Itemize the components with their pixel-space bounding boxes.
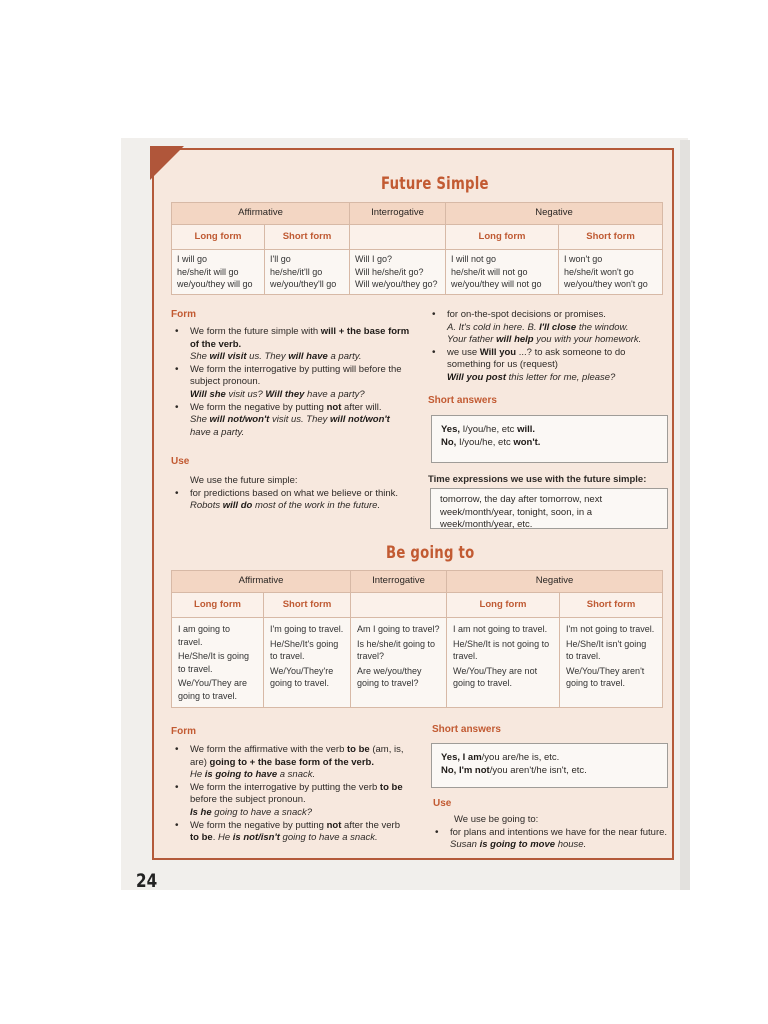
short-answer-text: won't. [513, 436, 541, 448]
short-answer-text: No, [441, 436, 457, 448]
cell-line: I will not go [451, 254, 497, 264]
example-sentence [450, 839, 586, 850]
example-text: A. It's cold in here. B. [447, 321, 540, 333]
time-expressions-title: Time expressions we use with the future simple: [428, 474, 647, 485]
short-answer-text: No, I'm not [441, 764, 490, 776]
example-sentence [447, 322, 665, 335]
use-text: for predictions based on what we believe or think. [190, 487, 399, 499]
future-simple-title: Future Simple [381, 174, 489, 194]
short-answer-text: Yes, I am [441, 752, 482, 763]
use-bullet [429, 309, 665, 347]
form-text: We form the future simple with [190, 326, 321, 337]
example-text: have a party? [304, 388, 365, 400]
cell-affirmative-long [172, 250, 265, 295]
subheader-short-form: Short form [559, 224, 663, 250]
subheader-empty [351, 592, 447, 618]
subheader-empty [350, 224, 446, 250]
form-title: Form [171, 726, 196, 737]
form-text: We form the interrogative by putting will before the subject pronoun. [190, 363, 402, 388]
example-text: is going to move [479, 839, 556, 851]
cell-line: I am going to travel. [178, 624, 231, 647]
subheader-short-form: Short form [560, 592, 663, 618]
use-intro: We use be going to: [454, 814, 539, 825]
example-text: most of the work in the future. [252, 500, 381, 512]
example-text: I'll close [539, 321, 577, 333]
form-text: . [212, 832, 218, 844]
future-simple-use-block [172, 475, 412, 513]
use-text: Will you [479, 346, 517, 358]
cell-line: he/she/it will go [177, 266, 239, 277]
cell-negative-short [560, 618, 663, 708]
form-text: to be [347, 744, 370, 755]
short-answer-line [441, 752, 658, 765]
future-simple-use-continued [429, 309, 665, 385]
header-affirmative: Affirmative [172, 571, 351, 593]
short-answer-text: /you are/he is, etc. [481, 752, 560, 763]
form-text: after the verb [341, 819, 401, 831]
example-sentence [218, 832, 378, 843]
cell-line: he/she/it'll go [270, 266, 323, 277]
example-text: Is he [190, 806, 212, 818]
example-text: a snack. [277, 769, 316, 781]
cell-affirmative-long [172, 618, 264, 708]
form-title: Form [171, 309, 196, 320]
short-answers-box [431, 743, 668, 788]
short-answer-line [441, 765, 658, 778]
use-intro: We use the future simple: [190, 475, 298, 486]
be-going-to-table [171, 570, 663, 708]
example-text: is not/isn't [232, 832, 280, 844]
form-bullet [172, 744, 408, 782]
use-title: Use [433, 798, 452, 809]
use-title: Use [171, 456, 190, 467]
use-bullet [172, 488, 412, 513]
example-sentence [190, 500, 412, 513]
cell-affirmative-short [264, 618, 351, 708]
example-text: going to have a snack? [211, 806, 313, 818]
example-text: will not/won't [330, 414, 390, 426]
cell-line: Will he/she/it go? [355, 266, 424, 277]
form-text: not [326, 401, 342, 413]
example-text: Will she [190, 388, 226, 400]
example-text: going to have a snack. [279, 832, 378, 844]
cell-line: Are we/you/they going to travel? [357, 665, 422, 688]
cell-negative-short [559, 250, 663, 295]
cell-line: Am I going to travel? [357, 624, 440, 634]
example-sentence [190, 351, 412, 364]
use-text: for plans and intentions we have for the near future. [450, 826, 668, 838]
cell-line: Is he/she/it going to travel? [357, 638, 436, 661]
example-text: She [190, 414, 210, 426]
cell-line: I won't go [564, 254, 603, 264]
cell-line: We/You/They are going to travel. [178, 678, 248, 701]
use-text: ...? to ask someone to do something for us (request) [447, 346, 626, 371]
example-sentence [190, 414, 412, 439]
form-text: We form the negative by putting [190, 819, 327, 831]
form-text: We form the interrogative by putting the verb [190, 781, 380, 793]
be-going-to-use-block [432, 814, 668, 852]
cell-interrogative [350, 250, 446, 295]
example-text: the window. [576, 321, 629, 333]
short-answer-text: I/you/he, etc [460, 424, 518, 435]
future-simple-table [171, 202, 663, 295]
form-text: going to + the base form of the verb. [209, 756, 374, 768]
short-answer-text: Yes, [441, 424, 461, 435]
example-text: Will you post [447, 371, 507, 383]
cell-line: we/you/they'll go [270, 279, 337, 289]
example-text: She [190, 351, 210, 363]
cell-line: we/you/they will go [177, 279, 253, 289]
example-text: Robots [190, 500, 223, 512]
cell-line: we/you/they won't go [564, 279, 648, 289]
use-text: for on-the-spot decisions or promises. [447, 309, 606, 320]
form-text: after will. [341, 401, 382, 413]
example-text: visit us? [225, 388, 266, 400]
time-expressions-box [430, 488, 668, 529]
form-bullet [172, 782, 408, 820]
cell-line: I am not going to travel. [453, 624, 548, 634]
cell-line: He/She/It is going to travel. [178, 651, 250, 674]
cell-negative-long [447, 618, 560, 708]
cell-line: He/She/It's going to travel. [270, 638, 339, 661]
future-simple-form-block [172, 326, 412, 439]
time-expressions-text: tomorrow, the day after tomorrow, next week/month/year, tonight, soon, in a week/month/year, etc. [440, 494, 603, 531]
example-text: will have [288, 351, 328, 363]
page-edge-shadow [680, 140, 690, 890]
cell-line: we/you/they will not go [451, 279, 542, 289]
example-text: visit us. They [269, 414, 331, 426]
example-text: Susan [450, 839, 480, 851]
example-text: will not/won't [209, 414, 270, 426]
example-text: will do [222, 500, 253, 512]
form-bullet [172, 326, 412, 364]
example-text: us. They [246, 351, 289, 363]
short-answer-text: I/you/he, etc [456, 436, 514, 448]
page-number: 24 [136, 870, 158, 892]
cell-line: Will we/you/they go? [355, 279, 438, 289]
example-text: a party. [327, 351, 362, 363]
cell-negative-long [446, 250, 559, 295]
example-text: will visit [209, 351, 247, 363]
form-text: We form the negative by putting [190, 401, 327, 413]
form-text: (am, is, are) [190, 744, 404, 768]
form-text: to be [379, 781, 403, 793]
form-text: will + the base form of the verb. [190, 326, 410, 350]
example-sentence [190, 769, 408, 782]
header-negative: Negative [447, 571, 663, 593]
short-answer-text: /you aren't/he isn't, etc. [489, 764, 587, 776]
cell-line: Will I go? [355, 254, 393, 264]
subheader-long-form: Long form [172, 592, 264, 618]
header-interrogative: Interrogative [350, 203, 446, 225]
example-text: is going to have [204, 769, 278, 781]
example-text: He [190, 769, 205, 781]
use-bullet [429, 347, 665, 385]
short-answer-line [441, 437, 658, 450]
example-text: house. [555, 839, 587, 851]
short-answer-line [441, 424, 658, 437]
example-text: you with your homework. [533, 334, 642, 346]
header-negative: Negative [446, 203, 663, 225]
cell-line: He/She/It isn't going to travel. [566, 638, 647, 661]
example-sentence [447, 372, 665, 385]
short-answer-text: will. [517, 424, 536, 435]
cell-line: We/You/They're going to travel. [270, 665, 334, 688]
be-going-to-title: Be going to [386, 543, 475, 563]
example-text: Will they [265, 388, 305, 400]
example-text: this letter for me, please? [506, 371, 616, 383]
header-interrogative: Interrogative [351, 571, 447, 593]
example-sentence [190, 389, 412, 402]
use-text: we use [447, 346, 480, 358]
cell-line: We/You/They aren't going to travel. [566, 665, 645, 688]
example-text: will help [496, 334, 534, 346]
form-text: We form the affirmative with the verb [190, 744, 347, 755]
cell-line: I will go [177, 254, 208, 264]
form-text: before the subject pronoun. [190, 794, 306, 806]
example-sentence [447, 334, 665, 347]
example-text: He [217, 832, 233, 844]
cell-line: he/she/it won't go [564, 266, 634, 277]
short-answers-box [431, 415, 668, 463]
form-bullet [172, 820, 408, 845]
be-going-to-form-block [172, 744, 408, 845]
cell-line: I'm going to travel. [270, 624, 344, 634]
example-sentence [190, 807, 408, 820]
cell-line: he/she/it will not go [451, 266, 528, 277]
use-bullet [432, 827, 668, 852]
subheader-short-form: Short form [265, 224, 350, 250]
subheader-long-form: Long form [447, 592, 560, 618]
short-answers-title: Short answers [432, 724, 501, 735]
form-text: to be [190, 832, 213, 844]
short-answers-title: Short answers [428, 395, 497, 406]
example-text: Your father [447, 334, 497, 346]
cell-line: I'll go [270, 254, 291, 264]
header-affirmative: Affirmative [172, 203, 350, 225]
panel-corner-decoration [150, 146, 184, 180]
subheader-long-form: Long form [172, 224, 265, 250]
subheader-long-form: Long form [446, 224, 559, 250]
subheader-short-form: Short form [264, 592, 351, 618]
cell-affirmative-short [265, 250, 350, 295]
cell-line: He/She/It is not going to travel. [453, 638, 550, 661]
form-bullet [172, 402, 412, 440]
form-bullet [172, 364, 412, 402]
example-text: have a party. [190, 426, 245, 438]
form-text: not [326, 819, 342, 831]
cell-line: I'm not going to travel. [566, 624, 655, 634]
cell-line: We/You/They are not going to travel. [453, 665, 538, 688]
cell-interrogative [351, 618, 447, 708]
